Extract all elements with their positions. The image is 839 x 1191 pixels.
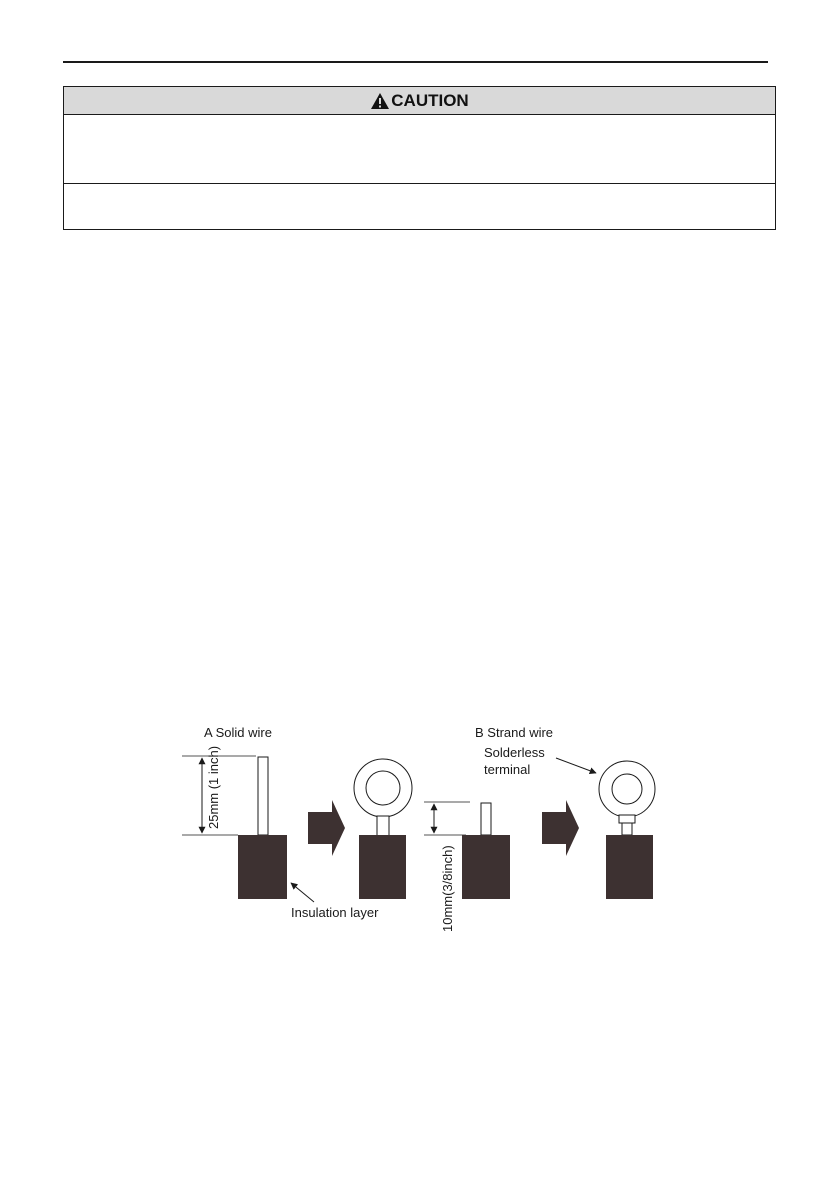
solid-wire-label: A Solid wire xyxy=(204,725,272,740)
solid-wire-loop-inner xyxy=(366,771,400,805)
terminal-ring-inner xyxy=(612,774,642,804)
terminal-crimp-top xyxy=(619,815,635,823)
strand-wire-insulation xyxy=(462,835,510,899)
insulation-label: Insulation layer xyxy=(291,905,379,920)
solderless-label-line1: Solderless xyxy=(484,745,545,760)
header-rule xyxy=(63,61,768,63)
solid-wire-loop-neck xyxy=(377,816,389,836)
caution-title-group xyxy=(370,91,468,111)
caution-row-1 xyxy=(64,115,775,184)
warning-triangle-icon xyxy=(370,92,390,110)
dim-b-label: 10mm(3/8inch) xyxy=(440,845,455,932)
solderless-label-line2: terminal xyxy=(484,762,531,777)
terminal-insulation xyxy=(606,835,653,899)
process-arrow-a xyxy=(308,800,345,856)
caution-box xyxy=(63,86,776,230)
dim-a-label: 25mm (1 inch) xyxy=(206,745,221,829)
terminal-crimp-neck xyxy=(622,823,632,835)
solid-wire-loop-insulation xyxy=(359,835,406,899)
solid-wire-insulation xyxy=(238,835,287,899)
strand-wire-conductor xyxy=(481,803,491,835)
solderless-pointer xyxy=(556,758,596,773)
strand-wire-label: B Strand wire xyxy=(475,725,554,740)
insulation-pointer xyxy=(291,883,314,902)
caution-row-2 xyxy=(64,184,775,229)
caution-header xyxy=(64,87,775,115)
solid-wire-loop-outer xyxy=(354,759,412,817)
terminal-ring-outer xyxy=(599,761,655,817)
caution-title: CAUTION xyxy=(391,90,469,110)
process-arrow-b xyxy=(542,800,579,856)
solid-wire-conductor xyxy=(258,757,268,835)
